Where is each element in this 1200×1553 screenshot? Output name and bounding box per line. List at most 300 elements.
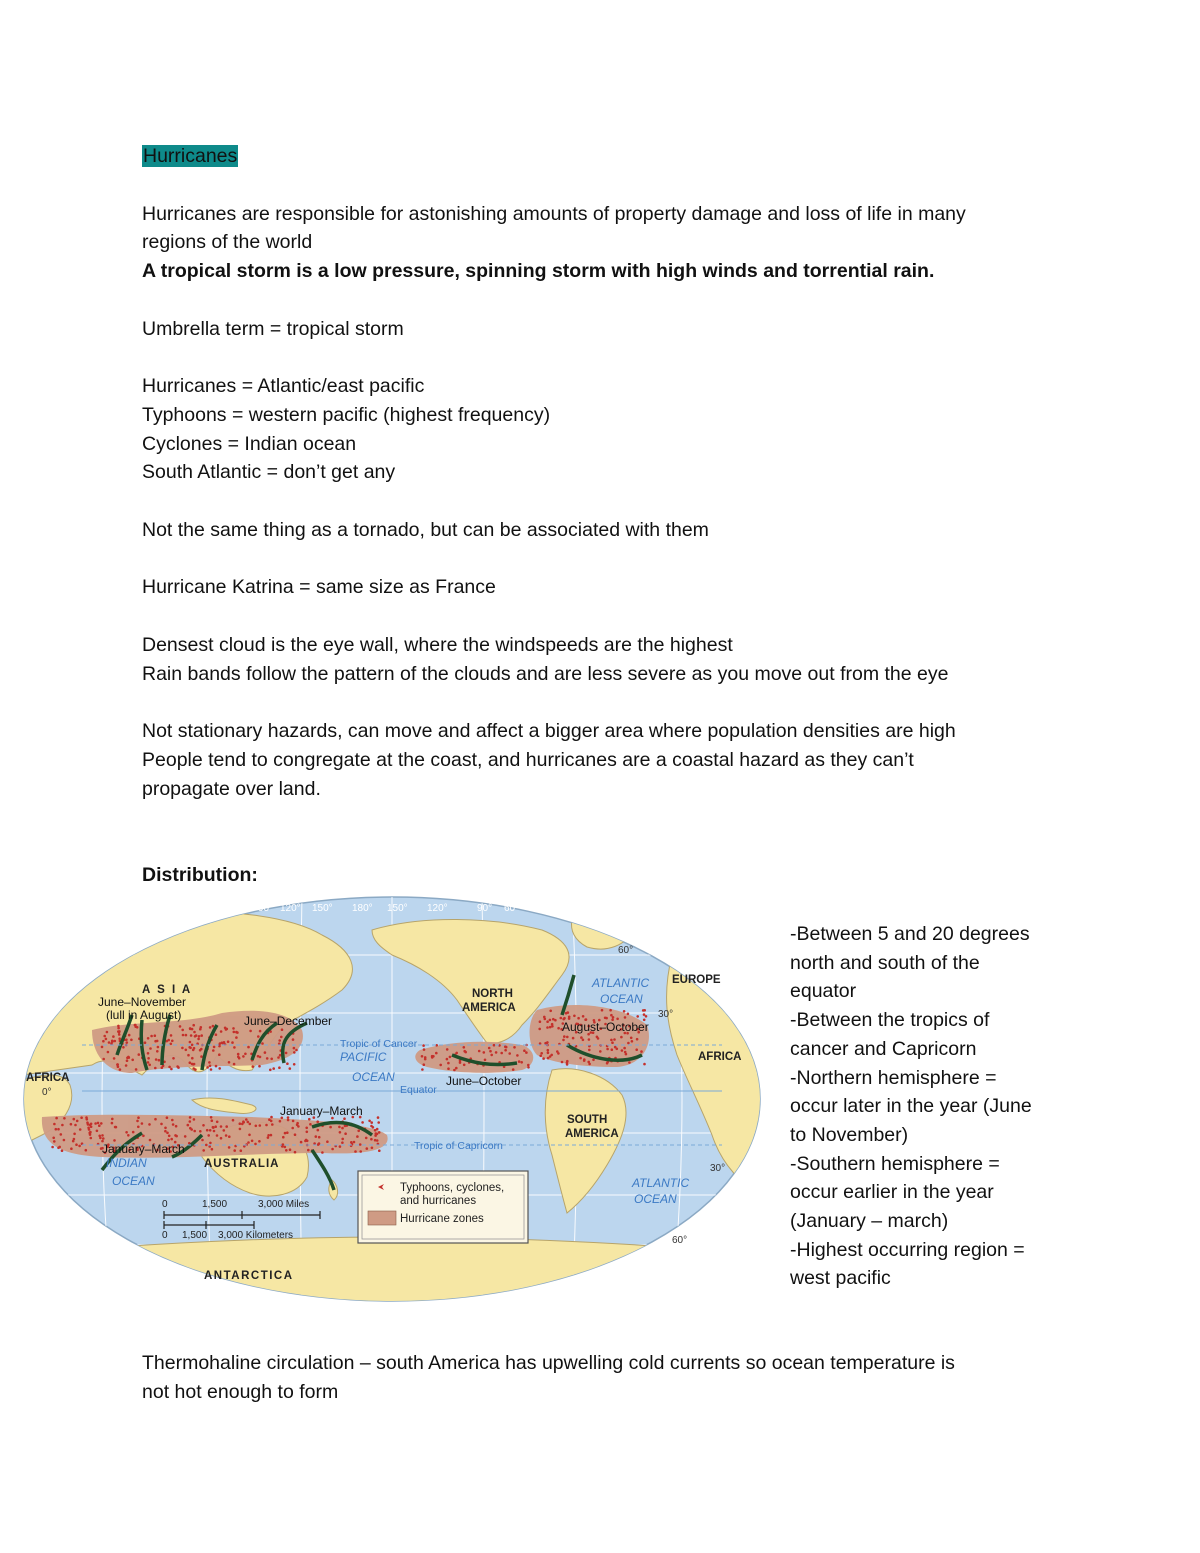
storm-dot <box>339 1131 342 1134</box>
storm-dot <box>155 1058 158 1061</box>
storm-dot <box>546 1020 549 1023</box>
storm-dot <box>233 1149 236 1152</box>
storm-dot <box>317 1129 320 1132</box>
storm-dot <box>182 1034 185 1037</box>
season-australia: January–March <box>280 1104 363 1118</box>
storm-dot <box>562 1039 565 1042</box>
deg-label: 60° <box>208 903 224 914</box>
storm-dot <box>167 1039 170 1042</box>
storm-dot <box>505 1046 508 1049</box>
storm-dot <box>354 1150 357 1153</box>
storm-dot <box>249 1030 252 1033</box>
storm-dot <box>280 1036 283 1039</box>
legend-zone-swatch <box>368 1211 396 1225</box>
storm-dot <box>610 1039 613 1042</box>
storm-dot <box>621 1049 624 1052</box>
storm-dot <box>211 1148 214 1151</box>
label-north-america-1: NORTH <box>472 988 513 1000</box>
storm-dot <box>242 1055 245 1058</box>
storm-dot <box>193 1130 196 1133</box>
storm-dot <box>321 1151 324 1154</box>
storm-dot <box>172 1123 175 1126</box>
storm-dot <box>599 1050 602 1053</box>
storm-dot <box>89 1132 92 1135</box>
storm-dot <box>185 1049 188 1052</box>
storm-dot <box>359 1143 362 1146</box>
storm-dot <box>233 1046 236 1049</box>
storm-dot <box>232 1027 235 1030</box>
storm-dot <box>210 1068 213 1071</box>
storm-dot <box>560 1017 563 1020</box>
deg-label: 60° <box>504 903 520 914</box>
storm-dot <box>76 1120 79 1123</box>
storm-dot <box>209 1065 212 1068</box>
storm-dot <box>189 1028 192 1031</box>
storm-dot <box>154 1034 157 1037</box>
storm-dot <box>261 1042 264 1045</box>
storm-dot <box>546 1026 549 1029</box>
structure-line-1: Densest cloud is the eye wall, where the windspeeds are the highest <box>142 634 733 656</box>
storm-dot <box>106 1031 109 1034</box>
storm-dot <box>368 1120 371 1123</box>
storm-dot <box>118 1037 121 1040</box>
storm-dot <box>339 1145 342 1148</box>
storm-dot <box>142 1135 145 1138</box>
storm-dot <box>208 1145 211 1148</box>
storm-dot <box>313 1142 316 1145</box>
storm-dot <box>563 1035 566 1038</box>
storm-dot <box>156 1050 159 1053</box>
storm-dot <box>187 1054 190 1057</box>
storm-dot <box>431 1056 434 1059</box>
storm-dot <box>118 1033 121 1036</box>
storm-dot <box>194 1035 197 1038</box>
thermo-line-2: not hot enough to form <box>142 1381 339 1403</box>
storm-dot <box>88 1128 91 1131</box>
storm-dot <box>208 1061 211 1064</box>
storm-dot <box>189 1061 192 1064</box>
storm-dot <box>114 1126 117 1129</box>
storm-dot <box>366 1147 369 1150</box>
deg-label: 30° <box>542 903 558 914</box>
storm-dot <box>547 1052 550 1055</box>
storm-dot <box>193 1047 196 1050</box>
label-pacific-2: OCEAN <box>352 1070 395 1084</box>
storm-dot <box>179 1025 182 1028</box>
map-legend <box>358 1171 528 1243</box>
storm-dot <box>247 1141 250 1144</box>
storm-dot <box>107 1051 110 1054</box>
tornado-note: Not the same thing as a tornado, but can be associated with them <box>142 519 709 541</box>
storm-dot <box>269 1069 272 1072</box>
storm-dot <box>588 1038 591 1041</box>
storm-dot <box>331 1148 334 1151</box>
name-typhoons: Typhoons = western pacific (highest frequency) <box>142 404 551 426</box>
storm-dot <box>199 1130 202 1133</box>
storm-dot <box>547 1057 550 1060</box>
name-south-atlantic: South Atlantic = don’t get any <box>142 461 396 483</box>
storm-dot <box>218 1067 221 1070</box>
storm-dot <box>130 1039 133 1042</box>
storm-dot <box>561 1061 564 1064</box>
scale-miles-1: 1,500 <box>202 1199 228 1210</box>
storm-dot <box>554 1019 557 1022</box>
storm-dot <box>170 1138 173 1141</box>
storm-dot <box>318 1136 321 1139</box>
storm-dot <box>218 1053 221 1056</box>
storm-dot <box>214 1125 217 1128</box>
side-note-line: -Between 5 and 20 degrees <box>790 923 1030 945</box>
storm-dot <box>424 1058 427 1061</box>
deg-label: 180° <box>352 903 373 914</box>
legend-item1-line2: and hurricanes <box>400 1195 477 1207</box>
storm-dot <box>489 1050 492 1053</box>
label-atlantic-s-2: OCEAN <box>634 1192 677 1206</box>
storm-dot <box>96 1130 99 1133</box>
storm-dot <box>282 1136 285 1139</box>
storm-dot <box>612 1016 615 1019</box>
storm-dot <box>135 1068 138 1071</box>
storm-dot <box>200 1048 203 1051</box>
storm-dot <box>199 1028 202 1031</box>
storm-dot <box>154 1067 157 1070</box>
scale-km-2: 3,000 Kilometers <box>218 1230 294 1241</box>
storm-dot <box>244 1053 247 1056</box>
storm-dot <box>453 1069 456 1072</box>
storm-dot <box>132 1131 135 1134</box>
storm-dot <box>112 1035 115 1038</box>
umbrella-term: Umbrella term = tropical storm <box>142 318 404 340</box>
storm-dot <box>264 1051 267 1054</box>
storm-dot <box>307 1149 310 1152</box>
legend-item1-line1: Typhoons, cyclones, <box>400 1182 505 1194</box>
storm-dot <box>551 1023 554 1026</box>
storm-dot <box>257 1055 260 1058</box>
storm-dot <box>168 1135 171 1138</box>
storm-dot <box>270 1134 273 1137</box>
label-atlantic-s-1: ATLANTIC <box>632 1176 690 1190</box>
storm-dot <box>643 1013 646 1016</box>
storm-dot <box>483 1051 486 1054</box>
storm-dot <box>166 1116 169 1119</box>
storm-dot <box>374 1134 377 1137</box>
storm-dot <box>539 1020 542 1023</box>
storm-dot <box>117 1025 120 1028</box>
storm-dot <box>326 1140 329 1143</box>
storm-dot <box>296 1122 299 1125</box>
storm-dot <box>51 1146 54 1149</box>
storm-dot <box>79 1128 82 1131</box>
storm-dot <box>147 1057 150 1060</box>
side-note-line: -Northern hemisphere = <box>790 1066 997 1089</box>
storm-dot <box>167 1139 170 1142</box>
storm-dot <box>125 1131 128 1134</box>
scale-miles-2: 3,000 Miles <box>258 1199 310 1210</box>
storm-dot <box>164 1127 167 1130</box>
deg-label: 120° <box>427 903 448 914</box>
storm-dot <box>353 1141 356 1144</box>
side-notes <box>790 920 1090 1293</box>
storm-dot <box>247 1121 250 1124</box>
storm-dot <box>90 1137 93 1140</box>
storm-dot <box>610 1014 613 1017</box>
storm-dot <box>341 1138 344 1141</box>
storm-dot <box>631 1040 634 1043</box>
storm-dot <box>201 1139 204 1142</box>
storm-dot <box>627 1042 630 1045</box>
storm-dot <box>357 1130 360 1133</box>
storm-dot <box>119 1068 122 1071</box>
storm-dot <box>272 1067 275 1070</box>
storm-dot <box>191 1057 194 1060</box>
storm-dot <box>117 1027 120 1030</box>
storm-dot <box>356 1135 359 1138</box>
storm-dot <box>512 1068 515 1071</box>
storm-dot <box>370 1138 373 1141</box>
storm-dot <box>645 1015 648 1018</box>
storm-dot <box>459 1061 462 1064</box>
storm-dot <box>126 1041 129 1044</box>
side-note-line: (January – march) <box>790 1210 949 1233</box>
thermo-line-1: Thermohaline circulation – south America has upwelling cold currents so ocean temperature is <box>142 1352 955 1374</box>
storm-dot <box>284 1146 287 1149</box>
label-europe: EUROPE <box>672 974 721 986</box>
storm-dot <box>266 1057 269 1060</box>
storm-dot <box>538 1028 541 1031</box>
storm-dot <box>187 1124 190 1127</box>
storm-dot <box>239 1128 242 1131</box>
storm-dot <box>245 1118 248 1121</box>
storm-dot <box>101 1134 104 1137</box>
storm-dot <box>94 1122 97 1125</box>
storm-dot <box>588 1063 591 1066</box>
storm-dot <box>361 1121 364 1124</box>
storm-dot <box>212 1025 215 1028</box>
storm-dot <box>127 1056 130 1059</box>
storm-dot <box>160 1123 163 1126</box>
storm-dot <box>549 1010 552 1013</box>
storm-dot <box>636 1015 639 1018</box>
storm-dot <box>449 1056 452 1059</box>
storm-dot <box>556 1050 559 1053</box>
label-asia: A S I A <box>142 984 193 996</box>
storm-dot <box>86 1118 89 1121</box>
storm-dot <box>170 1068 173 1071</box>
storm-dot <box>490 1054 493 1057</box>
storm-dot <box>200 1034 203 1037</box>
storm-dot <box>235 1036 238 1039</box>
intro-line-1: Hurricanes are responsible for astonishing amounts of property damage and loss of life in many <box>142 203 966 225</box>
storm-dot <box>63 1117 66 1120</box>
storm-dot <box>223 1129 226 1132</box>
storm-dot <box>377 1116 380 1119</box>
storm-dot <box>285 1149 288 1152</box>
storm-dot <box>523 1049 526 1052</box>
storm-dot <box>540 1052 543 1055</box>
storm-dot <box>206 1129 209 1132</box>
storm-dot <box>294 1151 297 1154</box>
label-indian-2: OCEAN <box>112 1174 155 1188</box>
storm-dot <box>542 1057 545 1060</box>
storm-dot <box>455 1052 458 1055</box>
storm-dot <box>435 1052 438 1055</box>
distribution-heading: Distribution: <box>142 864 258 886</box>
side-note-line: cancer and Capricorn <box>790 1037 977 1060</box>
hurricane-distribution-map <box>22 895 762 1303</box>
storm-dot <box>55 1128 58 1131</box>
storm-dot <box>254 1143 257 1146</box>
deg-label: 30° <box>710 1163 726 1174</box>
storm-dot <box>267 1134 270 1137</box>
storm-dot <box>74 1124 77 1127</box>
label-tropic-cancer: Tropic of Cancer <box>340 1038 418 1050</box>
storm-dot <box>613 1038 616 1041</box>
storm-dot <box>58 1146 61 1149</box>
storm-dot <box>116 1063 119 1066</box>
storm-dot <box>520 1061 523 1064</box>
storm-dot <box>350 1141 353 1144</box>
label-south-america-2: AMERICA <box>565 1128 619 1140</box>
storm-dot <box>270 1058 273 1061</box>
deg-label: 0° <box>584 903 594 914</box>
storm-dot <box>134 1024 137 1027</box>
storm-dot <box>259 1030 262 1033</box>
storm-dot <box>539 1055 542 1058</box>
storm-dot <box>258 1140 261 1143</box>
storm-dot <box>137 1126 140 1129</box>
storm-dot <box>172 1057 175 1060</box>
storm-dot <box>189 1041 192 1044</box>
storm-dot <box>102 1137 105 1140</box>
storm-dot <box>304 1140 307 1143</box>
storm-dot <box>258 1065 261 1068</box>
storm-dot <box>601 1009 604 1012</box>
storm-dot <box>166 1132 169 1135</box>
storm-dot <box>192 1024 195 1027</box>
storm-dot <box>359 1150 362 1153</box>
storm-dot <box>620 1036 623 1039</box>
storm-dot <box>251 1140 254 1143</box>
storm-dot <box>609 1009 612 1012</box>
storm-dot <box>111 1040 114 1043</box>
storm-dot <box>527 1064 530 1067</box>
storm-dot <box>278 1066 281 1069</box>
storm-dot <box>147 1052 150 1055</box>
storm-dot <box>525 1051 528 1054</box>
storm-dot <box>628 1061 631 1064</box>
storm-dot <box>225 1125 228 1128</box>
deg-label: 0° <box>42 1087 52 1098</box>
storm-dot <box>136 1120 139 1123</box>
storm-dot <box>170 1034 173 1037</box>
storm-dot <box>148 1064 151 1067</box>
storm-dot <box>113 1057 116 1060</box>
storm-dot <box>158 1059 161 1062</box>
storm-dot <box>70 1123 73 1126</box>
storm-dot <box>138 1053 141 1056</box>
storm-dot <box>338 1126 341 1129</box>
storm-dot <box>221 1042 224 1045</box>
storm-dot <box>176 1065 179 1068</box>
storm-dot <box>606 1048 609 1051</box>
storm-dot <box>211 1119 214 1122</box>
storm-dot <box>293 1047 296 1050</box>
scale-km-1: 1,500 <box>182 1230 208 1241</box>
storm-dot <box>184 1135 187 1138</box>
storm-dot <box>63 1139 66 1142</box>
storm-dot <box>582 1015 585 1018</box>
storm-dot <box>374 1139 377 1142</box>
storm-dot <box>247 1046 250 1049</box>
europe-land <box>660 933 762 962</box>
storm-dot <box>547 1049 550 1052</box>
storm-dot <box>53 1140 56 1143</box>
storm-dot <box>309 1123 312 1126</box>
storm-dot <box>70 1147 73 1150</box>
storm-dot <box>190 1034 193 1037</box>
storm-dot <box>198 1035 201 1038</box>
storm-dot <box>61 1124 64 1127</box>
side-note-line: equator <box>790 980 857 1003</box>
storm-dot <box>149 1047 152 1050</box>
legend-item2: Hurricane zones <box>400 1213 484 1225</box>
storm-dot <box>271 1123 274 1126</box>
scale-km-0: 0 <box>162 1230 168 1241</box>
storm-dot <box>566 1063 569 1066</box>
deg-label: 150° <box>387 903 408 914</box>
storm-dot <box>270 1116 273 1119</box>
storm-dot <box>156 1040 159 1043</box>
storm-dot <box>341 1127 344 1130</box>
storm-dot <box>52 1137 55 1140</box>
storm-dot <box>80 1116 83 1119</box>
label-australia: AUSTRALIA <box>204 1158 280 1170</box>
storm-dot <box>122 1046 125 1049</box>
storm-dot <box>341 1141 344 1144</box>
storm-dot <box>292 1038 295 1041</box>
storm-dot <box>623 1010 626 1013</box>
label-africa-east: AFRICA <box>698 1051 742 1063</box>
storm-dot <box>171 1119 174 1122</box>
storm-dot <box>446 1048 449 1051</box>
storm-dot <box>200 1055 203 1058</box>
storm-dot <box>191 1044 194 1047</box>
storm-dot <box>209 1142 212 1145</box>
storm-dot <box>423 1063 426 1066</box>
intro-line-2: regions of the world <box>142 231 313 253</box>
name-hurricanes: Hurricanes = Atlantic/east pacific <box>142 375 425 397</box>
storm-dot <box>103 1035 106 1038</box>
storm-dot <box>114 1040 117 1043</box>
storm-dot <box>604 1017 607 1020</box>
storm-dot <box>149 1139 152 1142</box>
storm-dot <box>161 1066 164 1069</box>
side-note-line: -Southern hemisphere = <box>790 1152 1000 1175</box>
storm-dot <box>377 1121 380 1124</box>
deg-label: 30° <box>658 1009 674 1020</box>
storm-dot <box>305 1127 308 1130</box>
storm-dot <box>539 1042 542 1045</box>
storm-dot <box>289 1148 292 1151</box>
storm-dot <box>550 1054 553 1057</box>
storm-dot <box>588 1049 591 1052</box>
storm-dot <box>287 1119 290 1122</box>
storm-dot <box>220 1125 223 1128</box>
scale-miles-0: 0 <box>162 1199 168 1210</box>
label-atlantic-n-1: ATLANTIC <box>592 976 650 990</box>
storm-dot <box>154 1118 157 1121</box>
storm-dot <box>567 1011 570 1014</box>
